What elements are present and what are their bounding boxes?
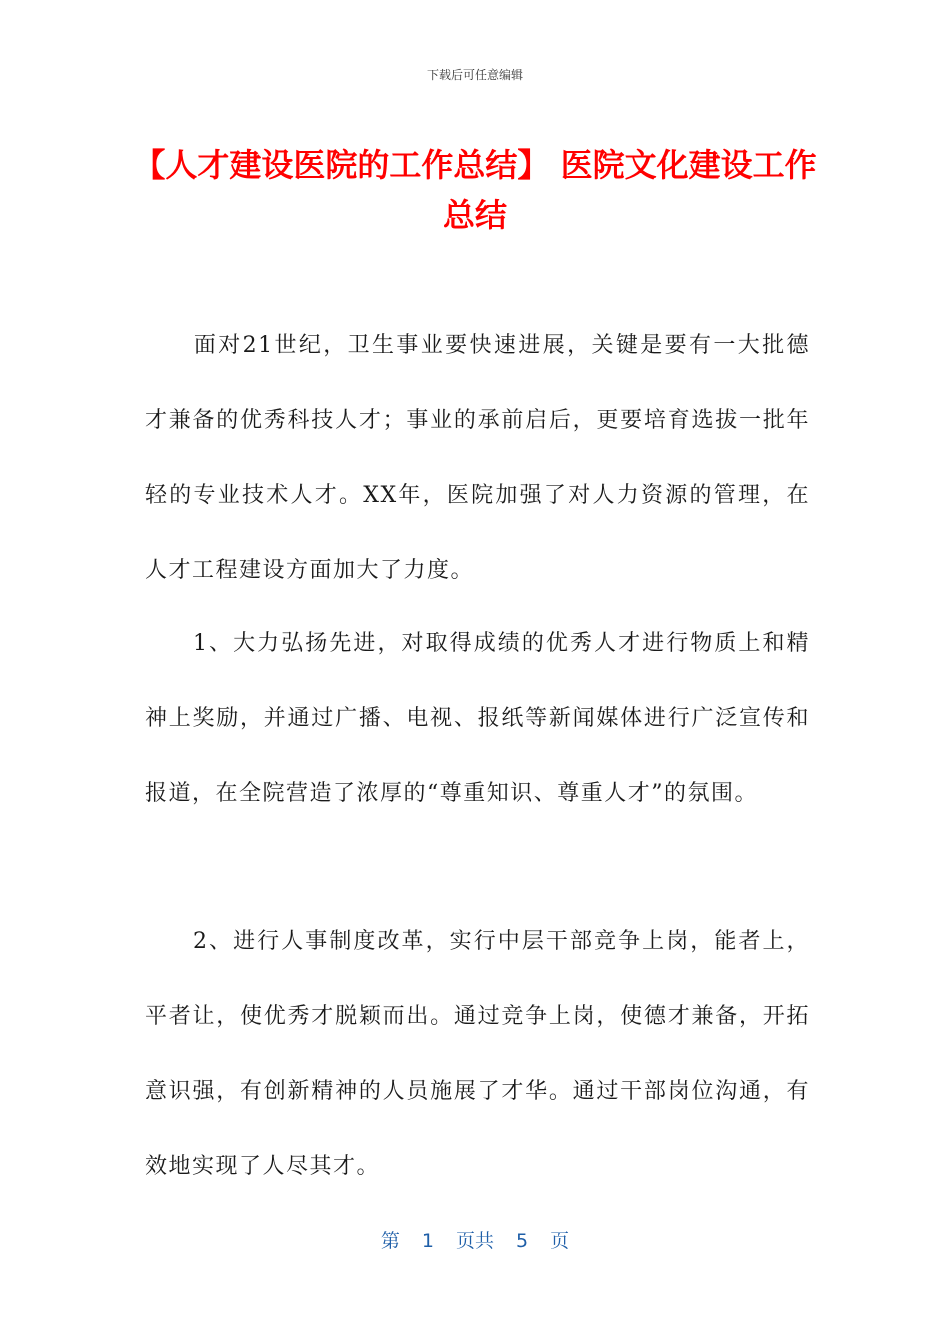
footer-suffix: 页 bbox=[550, 1230, 570, 1252]
page-footer bbox=[0, 1226, 950, 1253]
paragraph-intro-text: 面对21世纪，卫生事业要快速进展，关键是要有一大批德才兼备的优秀科技人才；事业的承前启后，更要培育选拔一批年轻的专业技术人才。XX年，医院加强了对人力资源的管理，在人才工程建设方面加大了力度。 bbox=[145, 333, 810, 583]
paragraph-point-2-text: 2、进行人事制度改革，实行中层干部竞争上岗，能者上，平者让，使优秀才脱颖而出。通过竞争上岗，使德才兼备，开拓意识强，有创新精神的人员施展了才华。通过干部岗位沟通，有效地实现了人尽其才。 bbox=[145, 929, 810, 1179]
footer-current-page: 1 bbox=[421, 1230, 434, 1252]
paragraph-point-1 bbox=[145, 606, 810, 831]
paragraph-point-1-text: 1、大力弘扬先进，对取得成绩的优秀人才进行物质上和精神上奖励，并通过广播、电视、报纸等新闻媒体进行广泛宣传和报道，在全院营造了浓厚的“尊重知识、尊重人才”的氛围。 bbox=[145, 631, 810, 806]
paragraph-point-2 bbox=[145, 904, 810, 1204]
paragraph-intro bbox=[145, 308, 810, 608]
footer-middle: 页共 bbox=[455, 1230, 494, 1252]
footer-total-pages: 5 bbox=[516, 1230, 529, 1252]
footer-prefix: 第 bbox=[380, 1230, 400, 1252]
header-note: 下载后可任意编辑 bbox=[426, 68, 523, 82]
document-title: 【人才建设医院的工作总结】 医院文化建设工作总结 bbox=[133, 146, 817, 234]
